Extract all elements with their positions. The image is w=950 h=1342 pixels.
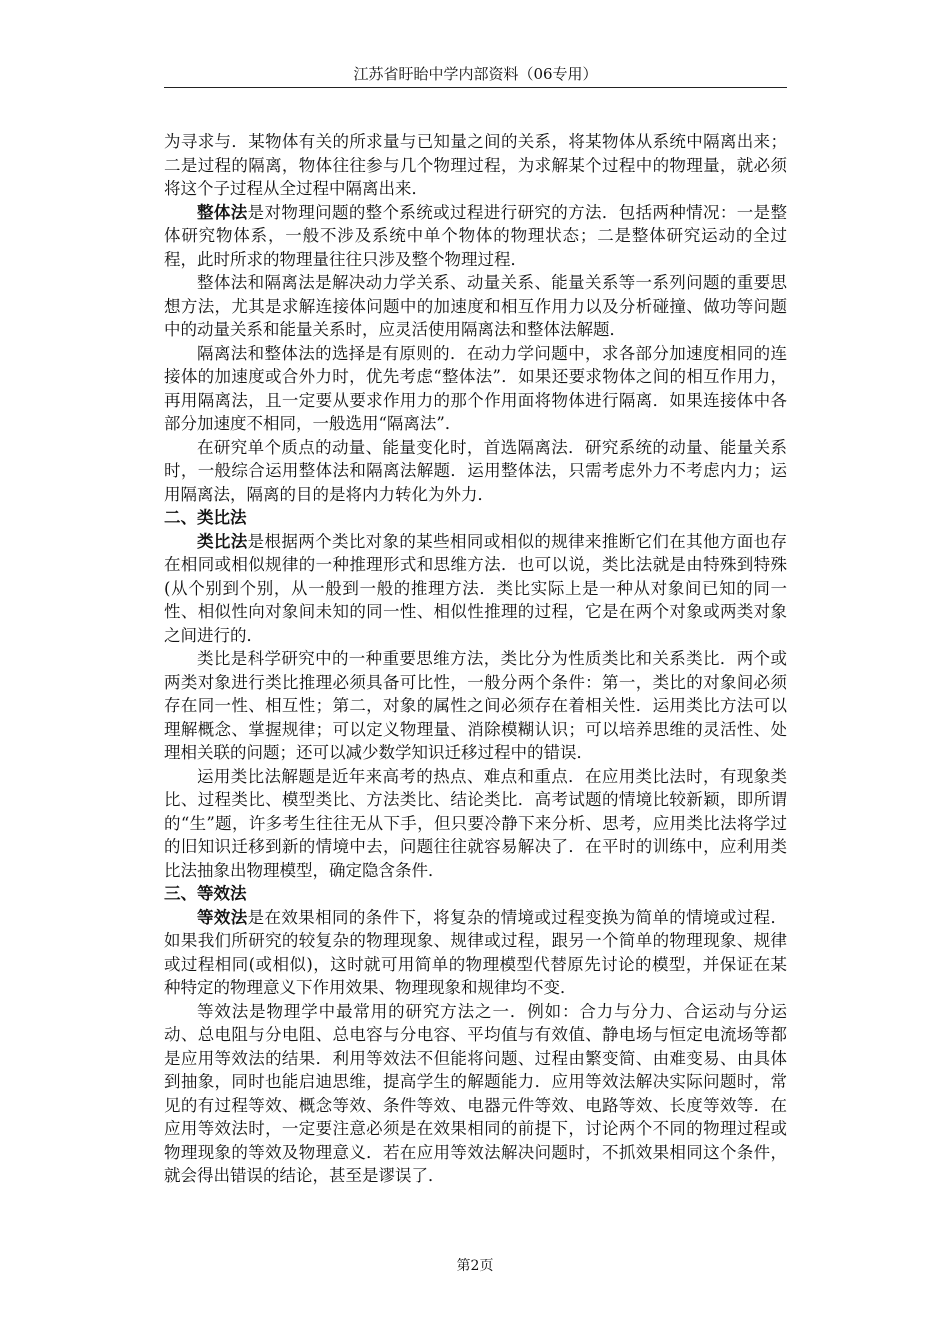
term-bold: 整体法 [197,202,248,222]
page-footer [0,1257,950,1275]
page-header [164,64,787,88]
paragraph-text: 是根据两个类比对象的某些相同或相似的规律来推断它们在其他方面也存在相同或相似规律的一种推理形式和思维方法．也可以说，类比法就是由特殊到特殊(从个别到个别，从一般到一般的推理方法．类比实际上是一种从对象间已知的同一性、相似性向对象间未知的同一性、相似性推理的过程，它是在两个对象或两类对象之间进行的． [164,531,788,645]
term-bold: 等效法 [197,907,248,927]
paragraph-text: 是对物理问题的整个系统或过程进行研究的方法．包括两种情况：一是整体研究物体系，一般不涉及系统中单个物体的物理状态；二是整体研究运动的全过程，此时所求的物理量往往只涉及整个物理过程． [164,202,788,269]
paragraph [164,530,787,648]
section-heading: 二、类比法 [164,508,247,527]
paragraph: 整体法和隔离法是解决动力学关系、动量关系、能量关系等一系列问题的重要思想方法，尤其是求解连接体问题中的加速度和相互作用力以及分析碰撞、做功等问题中的动量关系和能量关系时，应灵活使用隔离法和整体法解题． [164,273,787,339]
header-title: 江苏省盱眙中学内部资料（06专用） [353,65,598,83]
paragraph-text: 是在效果相同的条件下，将复杂的情境或过程变换为简单的情境或过程．如果我们所研究的较复杂的物理现象、规律或过程，跟另一个简单的物理现象、规律或过程相同(或相似)，这时就可用简单的物理模型代替原先讨论的模型，并保证在某种特定的物理意义下作用效果、物理现象和规律均不变． [164,907,788,997]
section-heading: 三、等效法 [164,884,247,903]
paragraph: 运用类比法解题是近年来高考的热点、难点和重点．在应用类比法时，有现象类比、过程类比、模型类比、方法类比、结论类比．高考试题的情境比较新颖，即所谓的“生”题，许多考生往往无从下手，但只要冷静下来分析、思考，应用类比法将学过的旧知识迁移到新的情境中去，问题往往就容易解决了．在平时的训练中，应利用类比法抽象出物理模型，确定隐含条件． [164,766,787,880]
document-body [164,130,787,1188]
paragraph: 在研究单个质点的动量、能量变化时，首选隔离法．研究系统的动量、能量关系时，一般综合运用整体法和隔离法解题．运用整体法，只需考虑外力不考虑内力；运用隔离法，隔离的目的是将内力转化为外力． [164,437,787,504]
term-bold: 类比法 [197,531,248,551]
paragraph: 等效法是物理学中最常用的研究方法之一．例如：合力与分力、合运动与分运动、总电阻与分电阻、总电容与分电容、平均值与有效值、静电场与恒定电流场等都是应用等效法的结果．利用等效法不但能将问题、过程由繁变简、由难变易、由具体到抽象，同时也能启迪思维，提高学生的解题能力．应用等效法解决实际问题时，常见的有过程等效、概念等效、条件等效、电器元件等效、电路等效、长度等效等．在应用等效法时，一定要注意必须是在效果相同的前提下，讨论两个不同的物理过程或物理现象的等效及物理意义．若在应用等效法解决问题时，不抓效果相同这个条件，就会得出错误的结论，甚至是谬误了． [164,1001,787,1185]
paragraph: 类比是科学研究中的一种重要思维方法，类比分为性质类比和关系类比．两个或两类对象进行类比推理必须具备可比性，一般分两个条件：第一，类比的对象间必须存在同一性、相互性；第二，对象的属性之间必须存在着相关性．运用类比方法可以理解概念、掌握规律；可以定义物理量、消除模糊认识；可以培养思维的灵活性、处理相关联的问题；还可以减少数学知识迁移过程中的错误． [164,649,787,762]
paragraph [164,201,787,272]
paragraph: 隔离法和整体法的选择是有原则的．在动力学问题中，求各部分加速度相同的连接体的加速度或合外力时，优先考虑“整体法”．如果还要求物体之间的相互作用力，再用隔离法，且一定要从要求作用力的那个作用面将物体进行隔离．如果连接体中各部分加速度不相同，一般选用“隔离法”． [164,343,787,433]
paragraph [164,906,787,1000]
paragraph: 为寻求与．某物体有关的所求量与已知量之间的关系，将某物体从系统中隔离出来；二是过程的隔离，物体往往参与几个物理过程，为求解某个过程中的物理量，就必须将这个子过程从全过程中隔离出来． [164,132,787,198]
page-number: 第2页 [456,1258,494,1274]
